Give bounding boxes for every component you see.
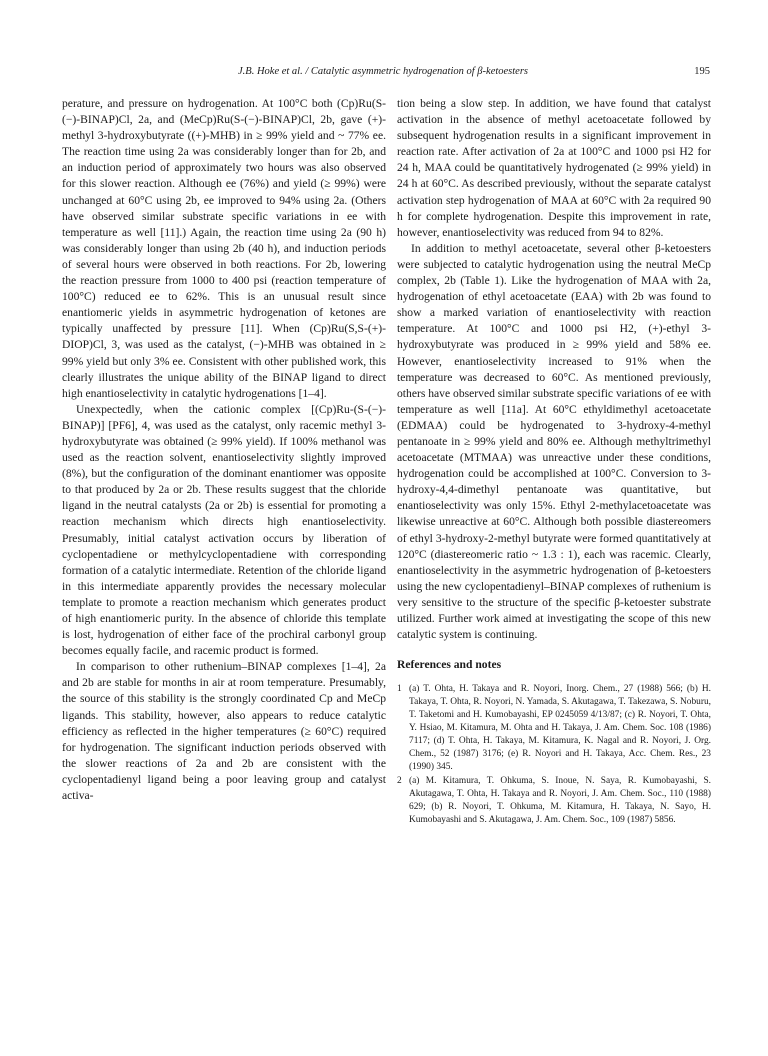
references-heading: References and notes (397, 658, 502, 672)
reference-number: 1 (397, 684, 402, 695)
reference-item (397, 683, 711, 774)
right-column (397, 96, 711, 828)
page-number: 195 (694, 66, 710, 77)
left-column (62, 96, 386, 804)
reference-text: (a) M. Kitamura, T. Ohkuma, S. Inoue, N. Saya, R. Kumobayashi, S. Akutagawa, T. Ohta, H. Takaya and R. Noyori, J. Am. Chem. Soc., 110 (1988) 629; (b) R. Noyori, T. Ohkuma, M. Kitamura, H. Takaya, N. Sayo, H. Kumobayashi and S. Akutagawa, J. Am. Chem. Soc., 109 (1987) 5856. (409, 776, 711, 826)
reference-text: (a) T. Ohta, H. Takaya and R. Noyori, Inorg. Chem., 27 (1988) 566; (b) H. Takaya, T. Ohta, R. Noyori, N. Yamada, S. Akutagawa, T. Takezawa, S. Noburu, T. Taketomi and H. Kumobayashi, EP 0245059 4/13/87; (c) R. Noyori, T. Ohta, Y. Hsiao, M. Kitamura, M. Ohta and H. Takaya, J. Am. Chem. Soc. 108 (1986) 7117; (d) T. Ohta, H. Takaya, M. Kitamura, K. Nagal and R. Noyori, J. Org. Chem., 52 (1987) 3176; (e) R. Noyori and H. Takaya, Acc. Chem. Res., 23 (1990) 345. (409, 684, 711, 773)
paragraph: In comparison to other ruthenium–BINAP complexes [1–4], 2a and 2b are stable for months in air at room temperature. Presumably, the source of this stability is the strongly coordinated Cp and MeCp ligands. This stability, however, also appears to reduce catalytic efficiency as reflected in the higher temperatures (≥ 60°C) required for hydrogenation. The significant induction periods observed with the slower reactions of 2a and 2b are consistent with the cyclopentadienyl ligand being a poor leaving group and catalyst activa- (62, 660, 386, 803)
running-title: J.B. Hoke et al. / Catalytic asymmetric hydrogenation of β-ketoesters (238, 66, 529, 77)
running-header (60, 66, 710, 82)
reference-item (397, 775, 711, 827)
paragraph: In addition to methyl acetoacetate, several other β-ketoesters were subjected to catalytic hydrogenation using the neutral MeCp complex, 2b (Table 1). Like the hydrogenation of MAA with 2a, hydrogenation of ethyl acetoacetate (EAA) with 2b was found to show a marked variation of enantioselectivity with reaction temperature. At 100°C and 1000 psi H2, (+)-ethyl 3-hydroxybutyrate was produced in ≥ 99% yield and 58% ee. However, enantioselectivity increased to 91% when the temperature was decreased to 60°C. As mentioned previously, others have observed similar substrate specific variations of ee with temperature as well [11a]. At 60°C ethyldimethyl acetoacetate (EDMAA) could be hydrogenated to 3-hydroxy-4-methyl pentanoate in ≥ 99% yield and 80% ee. Although methyltrimethyl acetoacetate (MTMAA) was unreactive under these conditions, hydrogenation could be accomplished at 100°C. Conversion to 3-hydroxy-4,4-dimethyl pentanoate was quantitative, but enantioselectivity was only 15%. Ethyl 2-methylacetoacetate was likewise unreactive at 60°C. Although both possible diastereomers of ethyl 3-hydroxy-2-methyl butyrate were formed quantitatively at 120°C (diastereomeric ratio ~ 1.3 : 1), each was racemic. Clearly, enantioselectivity in the asymmetric hydrogenation of β-ketoesters using the new cyclopentadienyl–BINAP complexes of ruthenium is very sensitive to the structure of the specific β-ketoester substrate utilized. Further work aimed at investigating the scope of this new catalytic system is continuing. (397, 241, 711, 642)
paragraph: perature, and pressure on hydrogenation. At 100°C both (Cp)Ru(S-(−)-BINAP)Cl, 2a, and (MeCp)Ru(S-(−)-BINAP)Cl, 2b, gave (+)-methyl 3-hydroxybutyrate ((+)-MHB) in ≥ 99% yield and ~ 77% ee. The reaction time using 2a was considerably longer than for 2b, and an induction period of approximately two hours was also observed for this slower reaction. Although ee (76%) and yield (≥ 99%) were unchanged at 60°C using 2b, ee improved to 94% using 2a. (Others have observed similar substrate specific variations in ee with temperature as well [11].) Again, the reaction time using 2a (90 h) was considerably longer than using 2b (40 h), and induction periods of several hours were observed in both reactions. For 2b, lowering the reaction pressure from 1000 to 400 psi (reaction temperature of 100°C) reduced ee to 62%. This is an unusual result since enantiomeric yields in asymmetric hydrogenation of ketones are typically unaffected by pressure [11]. When (Cp)Ru(S,S-(+)-DIOP)Cl, 3, was used as the catalyst, (−)-MHB was obtained in ≥ 99% yield but only 3% ee. Consistent with other published work, this clearly illustrates the unique ability of the BINAP ligand to direct high enantioselectivity in catalytic hydrogenations [1–4]. (62, 97, 386, 400)
paragraph: tion being a slow step. In addition, we have found that catalyst activation in the absence of methyl acetoacetate followed by subsequent hydrogenation results in a significant improvement in reaction rate. After activation of 2a at 100°C and 1000 psi H2 for 24 h, MAA could be quantitatively hydrogenated (≥ 99% yield) in 24 h at 60°C. As described previously, without the separate catalyst activation step hydrogenation of MAA at 60°C with 2a required 90 h for complete hydrogenation. Despite this improvement in rate, however, enantioselectivity was reduced from 94 to 82%. (397, 97, 711, 239)
reference-number: 2 (397, 776, 402, 787)
paragraph: Unexpectedly, when the cationic complex [(Cp)Ru-(S-(−)-BINAP)] [PF6], 4, was used as the catalyst, only racemic methyl 3-hydroxybutyrate was obtained (≥ 99% yield). If 100% methanol was used as the reaction solvent, enantioselectivity slightly improved (8%), but the configuration of the dominant enantiomer was opposite to that produced by 2a or 2b. These results suggest that the chloride ligand in the neutral catalysts (2a or 2b) is essential for promoting a reaction mechanism which directs high enantioselectivity. Presumably, initial catalyst activation occurs by liberation of cyclopentadiene or methylcyclopentadiene with corresponding formation of a catalytic intermediate. Retention of the chloride ligand in this intermediate apparently provides the necessary molecular template to promote a reaction mechanism which generates product of high enantiomeric purity. In the absence of chloride this template is lost, hydrogenation of either face of the prochiral carbonyl group becomes equally facile, and racemic product is formed. (62, 402, 386, 658)
